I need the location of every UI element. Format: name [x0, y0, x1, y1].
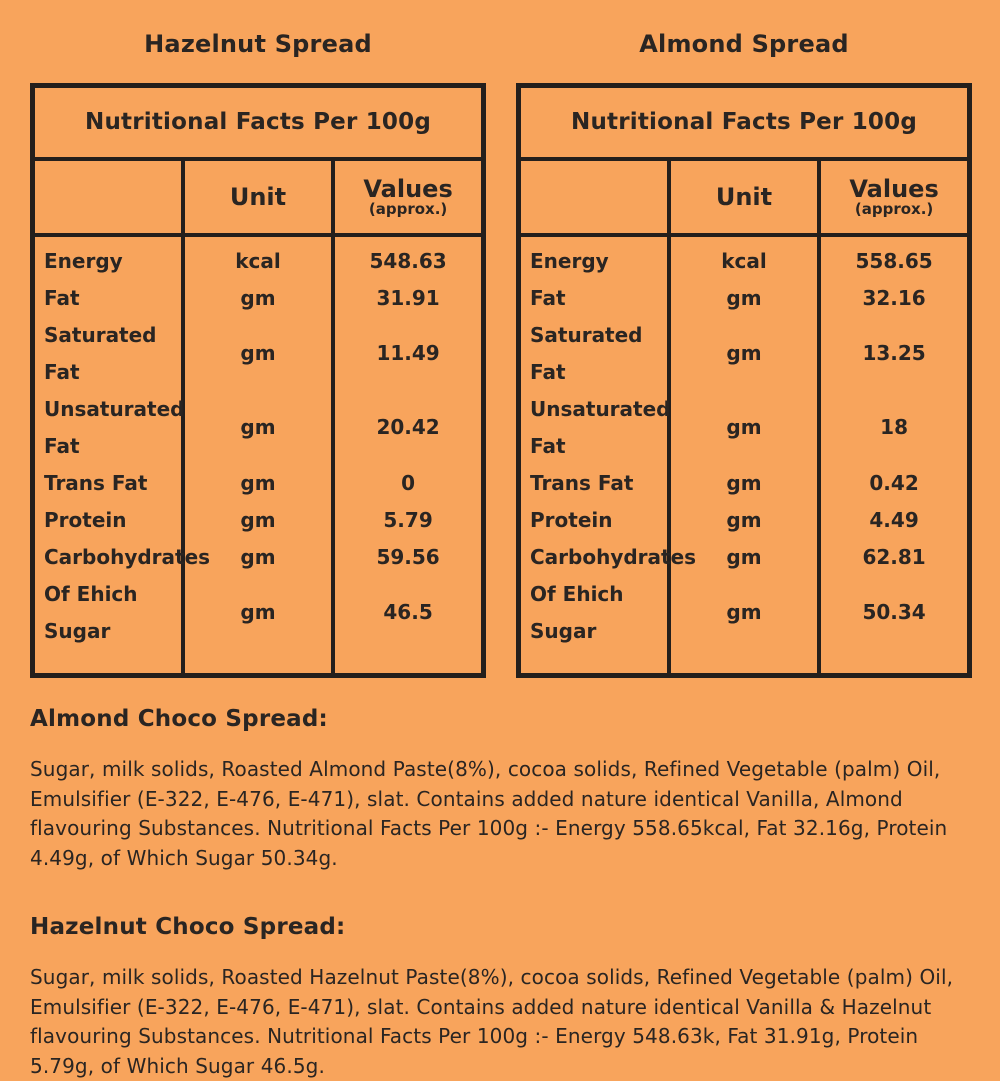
nutrient-unit: kcal — [669, 235, 819, 280]
nutrition-table-body — [519, 235, 970, 676]
nutrient-label: Fat — [33, 280, 183, 317]
nutrient-label: Protein — [519, 502, 669, 539]
nutrient-unit: gm — [183, 502, 333, 539]
nutrient-value: 5.79 — [333, 502, 483, 539]
nutrient-label: Saturated Fat — [33, 317, 183, 391]
table-title-row — [519, 86, 970, 159]
nutrient-value: 13.25 — [819, 317, 969, 391]
nutrient-label: Of Ehich Sugar — [519, 576, 669, 650]
nutrient-value: 558.65 — [819, 235, 969, 280]
nutrient-label: Saturated Fat — [519, 317, 669, 391]
nutrient-column-header — [519, 159, 669, 235]
nutrient-row — [519, 391, 970, 465]
nutrient-label: Fat — [519, 280, 669, 317]
values-label: Values — [363, 174, 453, 203]
nutrient-label: Protein — [33, 502, 183, 539]
product-title-almond-spread: Almond Spread — [639, 30, 849, 58]
column-header-row — [519, 159, 970, 235]
product-title-hazelnut-spread: Hazelnut Spread — [144, 30, 372, 58]
hazelnut-ingredients-text: Sugar, milk solids, Roasted Hazelnut Paste(8%), cocoa solids, Refined Vegetable (palm) Oil, Emulsifier (E-322, E-476, E-471), slat. Contains added nature identical Vanilla & Hazelnut flavouring Substances. Nutritional Facts Per 100g :- Energy 548.63k, Fat 31.91g, Protein 5.79g, of Which Sugar 46.5g. — [30, 965, 954, 1078]
nutrient-unit: gm — [669, 465, 819, 502]
table-title: Nutritional Facts Per 100g — [519, 86, 970, 159]
nutrient-value: 11.49 — [333, 317, 483, 391]
table-spacer-cell — [183, 650, 333, 676]
nutrient-row — [33, 539, 484, 576]
nutrient-unit: gm — [669, 391, 819, 465]
table-title-row — [33, 86, 484, 159]
table-spacer-row — [519, 650, 970, 676]
values-column-header — [819, 159, 969, 235]
values-approx-label: (approx.) — [854, 199, 934, 218]
nutrient-unit: gm — [183, 539, 333, 576]
hazelnut-ingredients-heading: Hazelnut Choco Spread: — [30, 914, 346, 940]
nutrition-table-hazelnut — [30, 83, 486, 678]
nutrient-value: 46.5 — [333, 576, 483, 650]
nutrient-value: 548.63 — [333, 235, 483, 280]
table-spacer-cell — [669, 650, 819, 676]
nutrient-unit: gm — [183, 465, 333, 502]
table-spacer-row — [33, 650, 484, 676]
nutrient-unit: gm — [669, 539, 819, 576]
nutrient-label: Unsaturated Fat — [519, 391, 669, 465]
nutrient-row — [519, 576, 970, 650]
panel-almond-spread — [516, 30, 972, 678]
nutrient-label: Carbohydrates — [519, 539, 669, 576]
nutrient-value: 50.34 — [819, 576, 969, 650]
nutrient-value: 62.81 — [819, 539, 969, 576]
nutrient-unit: gm — [669, 317, 819, 391]
panel-hazelnut-spread — [30, 30, 486, 678]
nutrient-value: 59.56 — [333, 539, 483, 576]
table-title: Nutritional Facts Per 100g — [33, 86, 484, 159]
nutrient-column-header — [33, 159, 183, 235]
nutrient-unit: gm — [183, 317, 333, 391]
nutrient-label: Unsaturated Fat — [33, 391, 183, 465]
nutrient-label: Trans Fat — [519, 465, 669, 502]
nutrient-value: 20.42 — [333, 391, 483, 465]
table-spacer-cell — [819, 650, 969, 676]
nutrient-label: Carbohydrates — [33, 539, 183, 576]
nutrient-unit: gm — [183, 576, 333, 650]
nutrition-table-almond — [516, 83, 972, 678]
nutrient-unit: kcal — [183, 235, 333, 280]
nutrient-row — [33, 502, 484, 539]
nutrient-value: 31.91 — [333, 280, 483, 317]
nutrient-row — [519, 539, 970, 576]
nutrient-label: Trans Fat — [33, 465, 183, 502]
nutrient-value: 18 — [819, 391, 969, 465]
nutrient-label: Energy — [33, 235, 183, 280]
nutrient-unit: gm — [669, 280, 819, 317]
nutrient-row — [519, 317, 970, 391]
nutrient-value: 0 — [333, 465, 483, 502]
nutrient-row — [33, 317, 484, 391]
nutrition-table-body — [33, 235, 484, 676]
unit-column-header: Unit — [669, 159, 819, 235]
nutrient-label: Of Ehich Sugar — [33, 576, 183, 650]
nutrient-row — [519, 502, 970, 539]
nutrient-row — [33, 391, 484, 465]
nutrient-row — [519, 235, 970, 280]
nutrient-value: 4.49 — [819, 502, 969, 539]
nutrient-row — [519, 465, 970, 502]
table-spacer-cell — [33, 650, 183, 676]
ingredients-section — [0, 678, 1000, 1081]
unit-column-header: Unit — [183, 159, 333, 235]
column-header-row — [33, 159, 484, 235]
table-spacer-cell — [519, 650, 669, 676]
almond-ingredients-text: Sugar, milk solids, Roasted Almond Paste(8%), cocoa solids, Refined Vegetable (palm) Oil, Emulsifier (E-322, E-476, E-471), slat. Contains added nature identical Vanilla, Almond flavouring Substances. Nutritional Facts Per 100g :- Energy 558.65kcal, Fat 32.16g, Protein 4.49g, of Which Sugar 50.34g. — [30, 757, 948, 870]
nutrient-unit: gm — [669, 502, 819, 539]
nutrient-unit: gm — [669, 576, 819, 650]
nutrient-value: 0.42 — [819, 465, 969, 502]
values-approx-label: (approx.) — [368, 199, 448, 218]
nutrient-row — [33, 235, 484, 280]
almond-ingredients-heading: Almond Choco Spread: — [30, 706, 328, 732]
nutrient-value: 32.16 — [819, 280, 969, 317]
nutrient-unit: gm — [183, 280, 333, 317]
values-column-header — [333, 159, 483, 235]
nutrient-label: Energy — [519, 235, 669, 280]
nutrient-row — [33, 465, 484, 502]
nutrient-row — [33, 576, 484, 650]
nutrient-row — [519, 280, 970, 317]
values-label: Values — [849, 174, 939, 203]
nutrient-unit: gm — [183, 391, 333, 465]
nutrient-row — [33, 280, 484, 317]
table-spacer-cell — [333, 650, 483, 676]
